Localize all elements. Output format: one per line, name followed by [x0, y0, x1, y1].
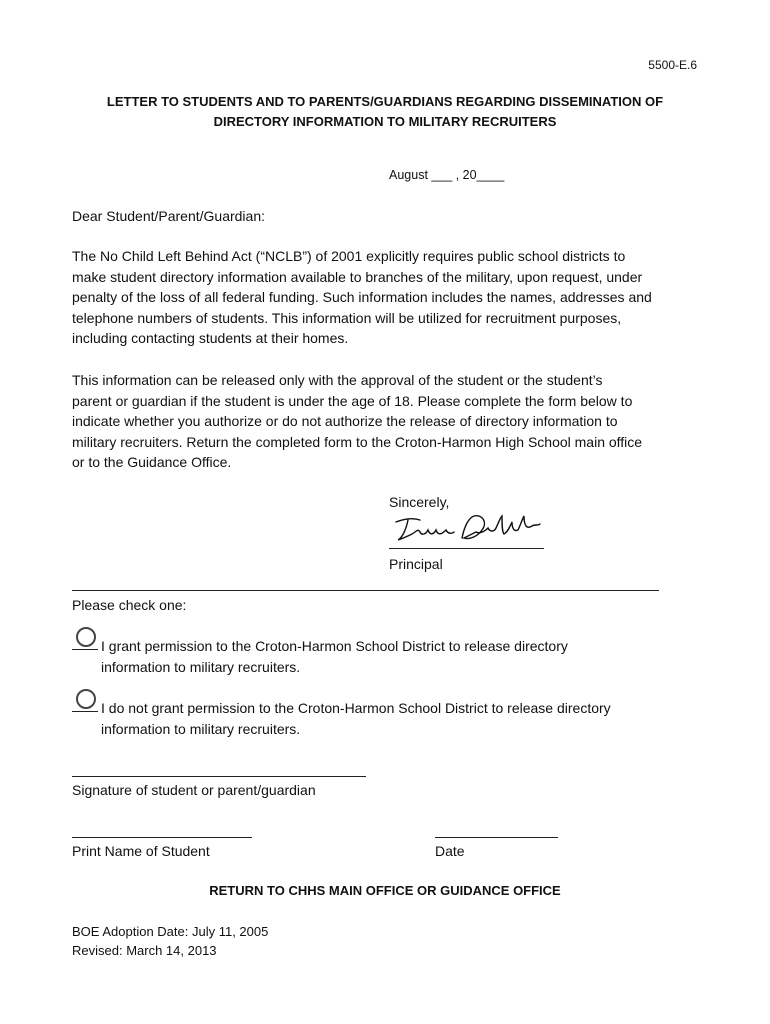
signer-title: Principal — [389, 556, 443, 572]
grant-option-line-1: I grant permission to the Croton-Harmon School District to release directory — [101, 638, 568, 654]
paragraph-line: This information can be released only with the approval of the student or the student’s — [72, 372, 603, 388]
revised-date: Revised: March 14, 2013 — [72, 943, 217, 958]
deny-check-line — [72, 711, 98, 712]
closing: Sincerely, — [389, 494, 450, 510]
paragraph-line: military recruiters. Return the completed form to the Croton-Harmon High School main office — [72, 433, 643, 450]
grant-option-line-2: information to military recruiters. — [101, 659, 301, 675]
date-label: Date — [435, 843, 465, 859]
document-title-line-1: LETTER TO STUDENTS AND TO PARENTS/GUARDIANS REGARDING DISSEMINATION OF — [106, 94, 664, 109]
paragraph-line: or to the Guidance Office. — [72, 454, 232, 471]
paragraph-line: indicate whether you authorize or do not authorize the release of directory information to — [72, 413, 618, 430]
signature-label: Signature of student or parent/guardian — [72, 782, 316, 798]
paragraph-line: penalty of the loss of all federal funding. Such information includes the names, addresses and — [72, 289, 652, 306]
paragraph-release — [72, 370, 712, 473]
return-instruction: RETURN TO CHHS MAIN OFFICE OR GUIDANCE OFFICE — [209, 883, 561, 898]
principal-signature-image — [392, 512, 542, 546]
paragraph-line: including contacting students at their homes. — [72, 330, 349, 347]
boe-adoption-date: BOE Adoption Date: July 11, 2005 — [72, 924, 269, 939]
print-name-field[interactable] — [72, 837, 252, 838]
principal-signature-line — [389, 548, 544, 549]
document-title-line-2: DIRECTORY INFORMATION TO MILITARY RECRUITERS — [213, 114, 557, 129]
paragraph-line: make student directory information available to branches of the military, upon request, under — [72, 268, 643, 285]
salutation: Dear Student/Parent/Guardian: — [72, 208, 266, 224]
signature-field[interactable] — [72, 776, 366, 777]
grant-check-line — [72, 649, 98, 650]
deny-option-line-1: I do not grant permission to the Croton-Harmon School District to release directory — [101, 700, 611, 716]
grant-permission-radio[interactable] — [76, 627, 96, 647]
check-prompt: Please check one: — [72, 597, 187, 613]
deny-permission-radio[interactable] — [76, 689, 96, 709]
paragraph-line: telephone numbers of students. This information will be utilized for recruitment purposes, — [72, 309, 622, 326]
print-name-label: Print Name of Student — [72, 843, 210, 859]
paragraph-line: The No Child Left Behind Act (“NCLB”) of 2001 explicitly requires public school districts to — [72, 248, 626, 264]
document-number: 5500-E.6 — [648, 58, 697, 72]
date-line: August ___ , 20____ — [389, 168, 505, 182]
form-separator — [72, 590, 659, 591]
date-field[interactable] — [435, 837, 558, 838]
paragraph-nclb — [72, 246, 712, 349]
paragraph-line: parent or guardian if the student is under the age of 18. Please complete the form below to — [72, 392, 633, 409]
deny-option-line-2: information to military recruiters. — [101, 721, 301, 737]
